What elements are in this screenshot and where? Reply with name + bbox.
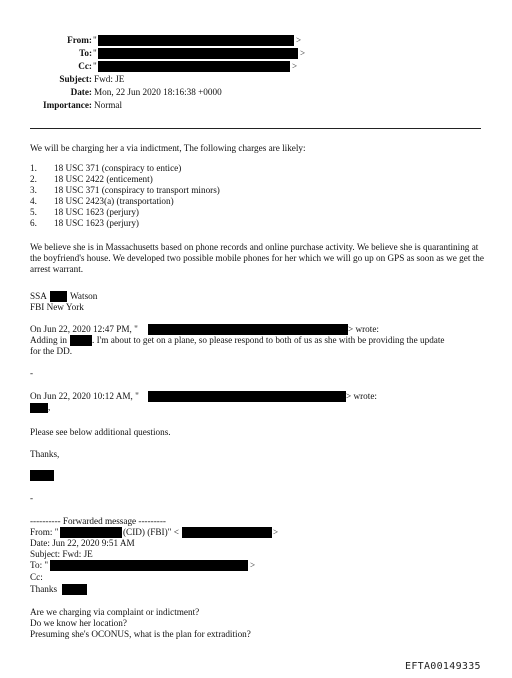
importance-label: Importance: bbox=[43, 100, 92, 110]
bates-number: EFTA00149335 bbox=[405, 661, 481, 672]
redaction-fwd-from-name bbox=[60, 527, 122, 538]
charge-num: 3. bbox=[30, 185, 37, 195]
subject-value: Fwd: JE bbox=[94, 74, 125, 84]
intro-text: We will be charging her a via indictment, The following charges are likely: bbox=[30, 143, 306, 153]
from-value: " bbox=[93, 35, 97, 45]
reply2-on-line: On Jun 22, 2020 10:12 AM, " bbox=[30, 391, 139, 401]
signature-office: FBI New York bbox=[30, 302, 84, 312]
charge-num: 4. bbox=[30, 196, 37, 206]
from-label: From: bbox=[67, 35, 92, 45]
reply1-adding-rest: . I'm about to get on a plane, so please respond to both of us as she with be providing the update bbox=[92, 335, 445, 345]
charge-num: 2. bbox=[30, 174, 37, 184]
importance-value: Normal bbox=[94, 100, 123, 110]
reply2-wrote: > wrote: bbox=[346, 391, 377, 401]
redaction-reply1-sender bbox=[148, 324, 348, 335]
reply2-thanks: Thanks, bbox=[30, 449, 60, 459]
fwd-thanks-prefix: Thanks bbox=[30, 584, 58, 594]
date-value: Mon, 22 Jun 2020 18:16:38 +0000 bbox=[94, 87, 222, 97]
cc-label: Cc: bbox=[78, 61, 92, 71]
charge-num: 6. bbox=[30, 218, 37, 228]
redaction-fwd-from-email bbox=[182, 527, 272, 538]
from-gt: > bbox=[296, 35, 302, 45]
charge-text: 18 USC 371 (conspiracy to transport minors) bbox=[54, 185, 220, 195]
header-rule bbox=[30, 128, 481, 129]
signature-name: Watson bbox=[70, 291, 98, 301]
to-label: To: bbox=[79, 48, 92, 58]
fwd-from-gt: > bbox=[273, 527, 279, 537]
redaction-reply1-added bbox=[70, 335, 92, 346]
fwd-from-label: From: " bbox=[30, 527, 59, 537]
reply1-adding-line2: for the DD. bbox=[30, 346, 73, 356]
redaction-reply2-greeting bbox=[30, 402, 51, 413]
redaction-to bbox=[98, 48, 298, 59]
cc-value: " bbox=[93, 61, 97, 71]
redaction-cc bbox=[98, 61, 290, 72]
charge-text: 18 USC 1623 (perjury) bbox=[54, 218, 139, 228]
to-gt: > bbox=[300, 48, 306, 58]
forwarded-divider: ---------- Forwarded message --------- bbox=[30, 516, 166, 526]
reply2-dash: - bbox=[30, 493, 34, 503]
charge-text: 18 USC 2422 (enticement) bbox=[54, 174, 153, 184]
redaction-fwd-thanks bbox=[62, 584, 87, 595]
subject-label: Subject: bbox=[59, 74, 92, 84]
reply2-see-below: Please see below additional questions. bbox=[30, 427, 171, 437]
date-label: Date: bbox=[70, 87, 92, 97]
signature-prefix: SSA bbox=[30, 291, 47, 301]
redaction-signature bbox=[50, 291, 67, 302]
fwd-to-gt: > bbox=[250, 560, 256, 570]
fwd-date-line: Date: Jun 22, 2020 9:51 AM bbox=[30, 538, 135, 548]
charge-num: 5. bbox=[30, 207, 37, 217]
redaction-reply2-sender bbox=[148, 391, 346, 402]
reply1-on-line: On Jun 22, 2020 12:47 PM, " bbox=[30, 324, 138, 334]
charge-text: 18 USC 2423(a) (transportation) bbox=[54, 196, 174, 206]
fwd-question-2: Do we know her location? bbox=[30, 618, 127, 628]
fwd-to-label: To: " bbox=[30, 560, 49, 570]
reply1-dash: - bbox=[30, 368, 34, 378]
redaction-reply2-signoff bbox=[30, 470, 54, 481]
reply1-adding-prefix: Adding in bbox=[30, 335, 68, 345]
redaction-from bbox=[98, 35, 294, 46]
fwd-subject-line: Subject: Fwd: JE bbox=[30, 549, 93, 559]
cc-gt: > bbox=[292, 61, 298, 71]
charge-text: 18 USC 371 (conspiracy to entice) bbox=[54, 163, 182, 173]
reply1-wrote: > wrote: bbox=[348, 324, 379, 334]
charge-text: 18 USC 1623 (perjury) bbox=[54, 207, 139, 217]
fwd-question-1: Are we charging via complaint or indictment? bbox=[30, 607, 200, 617]
reply2-comma: , bbox=[48, 402, 51, 412]
location-paragraph: We believe she is in Massachusetts based on phone records and online purchase activity. We believe she is quarantining at the boyfriend's house. We developed two possible mobile phones for her which we will go up on GPS as soon as we get the arrest warrant. bbox=[30, 242, 484, 274]
redaction-fwd-to bbox=[50, 560, 248, 571]
to-value: " bbox=[93, 48, 97, 58]
charge-num: 1. bbox=[30, 163, 37, 173]
fwd-from-mid: (CID) (FBI)" < bbox=[123, 527, 179, 537]
fwd-cc-label: Cc: bbox=[30, 572, 43, 582]
fwd-question-3: Presuming she's OCONUS, what is the plan for extradition? bbox=[30, 629, 251, 639]
